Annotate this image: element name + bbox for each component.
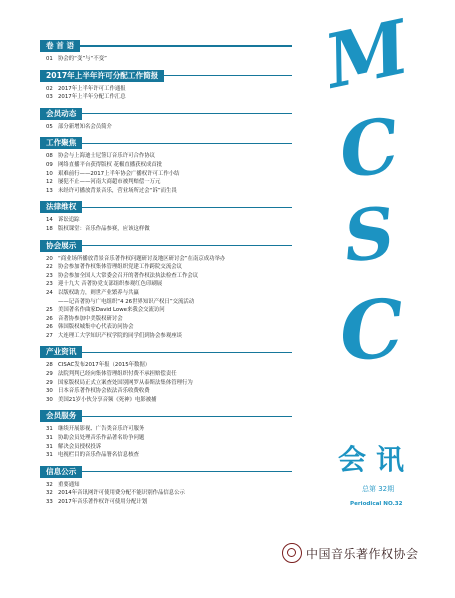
issue-number: 总第 32期 <box>362 485 395 493</box>
toc-entry <box>46 425 292 434</box>
section-header <box>40 240 292 252</box>
page-number: 03 <box>46 94 53 101</box>
entry-title: 继续开展影视、广告类音乐许可服务 <box>58 426 145 433</box>
toc-entry <box>46 289 292 298</box>
section-items <box>40 213 292 235</box>
page-number: 18 <box>46 225 53 232</box>
section-title: 信息公示 <box>40 466 82 478</box>
periodical-number: Periodical NO.32 <box>350 501 403 507</box>
page-number: 23 <box>46 272 53 279</box>
toc-entry <box>46 379 292 388</box>
toc-entry <box>46 225 292 234</box>
section-items <box>40 252 292 343</box>
entry-title: 重要通知 <box>58 481 80 488</box>
entry-title: 音著协参加中美版权研讨会 <box>58 315 123 322</box>
page-number: 28 <box>46 362 53 369</box>
section-divider <box>82 113 292 114</box>
toc-section <box>40 137 292 197</box>
entry-title: 2017年音乐著作权许可使用分配计划 <box>58 499 148 505</box>
section-items <box>40 478 292 509</box>
page-number: 26 <box>46 315 53 322</box>
toc-entry <box>46 443 292 452</box>
organization-logo <box>282 542 442 564</box>
toc-entry <box>46 361 292 370</box>
page-number: 22 <box>46 264 53 271</box>
magazine-title: 会讯 <box>338 443 415 476</box>
section-items <box>40 52 292 66</box>
entry-title: 美国21岁小伙分享音频《死神》电影被捕 <box>58 396 157 403</box>
page-number: 30 <box>46 388 53 395</box>
entry-title: 网络直播平台获得版权 花椒直播获权成首批 <box>58 161 163 168</box>
toc-entry <box>46 85 292 94</box>
page-number: 32 <box>46 490 53 497</box>
page-number: 29 <box>46 379 53 386</box>
toc-entry <box>46 152 292 161</box>
section-header <box>40 40 292 52</box>
section-divider <box>82 471 292 472</box>
toc-entry <box>46 315 292 324</box>
page-number: 01 <box>46 56 53 62</box>
entry-title: 法院判判已经向集体管理组织付费不承担赔偿责任 <box>58 371 177 378</box>
brand-letter-m: M <box>317 4 416 106</box>
section-items <box>40 358 292 406</box>
entry-title: 协会的“变”与“不变” <box>58 56 107 62</box>
entry-title: 美国著名作曲家David Lowe来我会交流访问 <box>58 307 165 314</box>
seal-icon <box>282 543 302 563</box>
entry-title: 屡犯不止——河南大商超市被判赔偿一万元 <box>58 179 161 186</box>
entry-title: 协助会员处理音乐作品著名纷争问题 <box>58 435 145 442</box>
toc-entry <box>46 481 292 490</box>
toc-section <box>40 410 292 461</box>
toc-entry <box>46 280 292 289</box>
section-title: 会员动态 <box>40 108 82 120</box>
brand-letter-c1: C <box>334 102 405 196</box>
section-divider <box>82 245 292 246</box>
section-title: 协会展示 <box>40 240 82 252</box>
page-number: 23 <box>46 281 53 288</box>
page-number: 29 <box>46 371 53 378</box>
section-header <box>40 70 292 82</box>
toc-entry <box>46 187 292 196</box>
section-items <box>40 82 292 104</box>
toc-entry <box>46 370 292 379</box>
entry-title: 艰难前行——2017上半年协会广播权许可工作小结 <box>58 170 180 177</box>
section-divider <box>82 416 292 417</box>
page-number: 31 <box>46 443 53 450</box>
section-title: 会员服务 <box>40 410 82 422</box>
section-title: 产业资讯 <box>40 346 82 358</box>
entry-title: 协会与上海迪士尼签订音乐许可合作协议 <box>58 153 156 160</box>
section-items <box>40 422 292 461</box>
page-number: 26 <box>46 324 53 331</box>
section-divider <box>164 75 292 76</box>
page-number: 32 <box>46 481 53 488</box>
toc-entry <box>46 123 292 132</box>
toc-entry <box>46 498 292 507</box>
toc-section <box>40 466 292 509</box>
toc-entry <box>46 216 292 225</box>
section-divider <box>82 143 292 144</box>
page-number: 24 <box>46 289 53 296</box>
entry-title: 2014年音讯网许可使用费分配不能识别作品信息公示 <box>58 490 185 497</box>
page-number: 09 <box>46 161 53 168</box>
toc-entry <box>46 298 292 307</box>
page-number: 33 <box>46 499 53 505</box>
toc-entry <box>46 306 292 315</box>
entry-title: 电视栏目的音乐作品署名信息核查 <box>58 452 139 459</box>
section-header <box>40 137 292 149</box>
toc-entry <box>46 434 292 443</box>
entry-title: 版权课堂：音乐作品参赛，应该这样做 <box>58 225 150 232</box>
entry-title: 解决会员授权投诉 <box>58 443 102 450</box>
entry-title: 诉讼追踪 <box>58 217 80 224</box>
toc-section <box>40 240 292 343</box>
toc-entry <box>46 55 292 64</box>
toc-section <box>40 201 292 235</box>
toc-entry <box>46 178 292 187</box>
section-title: 卷 首 语 <box>40 40 80 52</box>
toc-entry <box>46 161 292 170</box>
toc-entry <box>46 332 292 341</box>
toc-entry <box>46 323 292 332</box>
toc-entry <box>46 489 292 498</box>
section-title: 工作聚焦 <box>40 137 82 149</box>
toc-entry <box>46 451 292 460</box>
entry-title: CISAC发布2017年报（2015年数据） <box>58 362 151 369</box>
page-number: 08 <box>46 153 53 160</box>
entry-title: “商业场所播放背景音乐著作权问题研讨及地区研讨会”在南京成功举办 <box>58 255 226 262</box>
section-divider <box>82 207 292 208</box>
page-number: 02 <box>46 85 53 92</box>
section-items <box>40 120 292 134</box>
toc-entry <box>46 93 292 102</box>
entry-title: 2017年上半年分配工作汇总 <box>58 94 126 101</box>
page-number: 10 <box>46 170 53 177</box>
entry-title: 大连理工大学知识产权学院的同学们到协会参观座谈 <box>58 332 182 339</box>
entry-title: 迎十九大 音著协党支部组织参观红色印刷展 <box>58 281 163 288</box>
section-header <box>40 108 292 120</box>
toc-section <box>40 70 292 104</box>
section-title: 法律维权 <box>40 201 82 213</box>
page-number: 31 <box>46 435 53 442</box>
page-number: 30 <box>46 396 53 403</box>
entry-title: 以版权助力，则世产业繁养与共赢 <box>58 289 139 296</box>
toc-entry <box>46 170 292 179</box>
toc-entry <box>46 263 292 272</box>
section-divider <box>80 45 292 46</box>
entry-title: 国家版权局正式立案查处国别网罗从泰斯法集体管理行为 <box>58 379 193 386</box>
page-number: 20 <box>46 255 53 262</box>
section-header <box>40 346 292 358</box>
page-number: 27 <box>46 332 53 339</box>
section-divider <box>82 352 292 353</box>
brand-letter-s: S <box>339 190 399 279</box>
page-number: 31 <box>46 452 53 459</box>
page-number: 31 <box>46 426 53 433</box>
toc-section <box>40 108 292 134</box>
page-number: 12 <box>46 179 53 186</box>
entry-title: 日本音乐著作权协会依法音乐收费收费 <box>58 388 150 395</box>
entry-title: 协会参加著作权集体管理组织党建工作跨院交流会议 <box>58 264 182 271</box>
toc-entry <box>46 272 292 281</box>
toc-entry <box>46 387 292 396</box>
entry-title: 2017年上半年许可工作通报 <box>58 85 126 92</box>
organization-name: 中国音乐著作权协会 <box>306 546 419 561</box>
entry-title: 未经许可播放背景音乐，营业场所过会“诉”而生畏 <box>58 187 177 194</box>
toc-section <box>40 40 292 66</box>
section-header <box>40 201 292 213</box>
toc-entry <box>46 255 292 264</box>
entry-title: 韩国版权城集中心代表访问协会 <box>58 324 134 331</box>
table-of-contents <box>40 40 292 513</box>
page-number: 13 <box>46 187 53 194</box>
page-number: 14 <box>46 217 53 224</box>
entry-title: ——记音著协与广电组织“4 26世界知识产权日”交流活动 <box>58 298 195 305</box>
toc-entry <box>46 396 292 405</box>
section-title: 2017年上半年许可分配工作简报 <box>40 70 164 82</box>
section-header <box>40 410 292 422</box>
page-number: 25 <box>46 307 53 314</box>
entry-title: 协会参加全国人大常委会召开的著作权法执法检查工作会议 <box>58 272 199 279</box>
brand-letter-c2: C <box>336 280 407 380</box>
toc-section <box>40 346 292 406</box>
page-number: 05 <box>46 123 53 130</box>
entry-title: 部分新增知名会员简介 <box>58 123 112 130</box>
section-header <box>40 466 292 478</box>
section-items <box>40 149 292 197</box>
